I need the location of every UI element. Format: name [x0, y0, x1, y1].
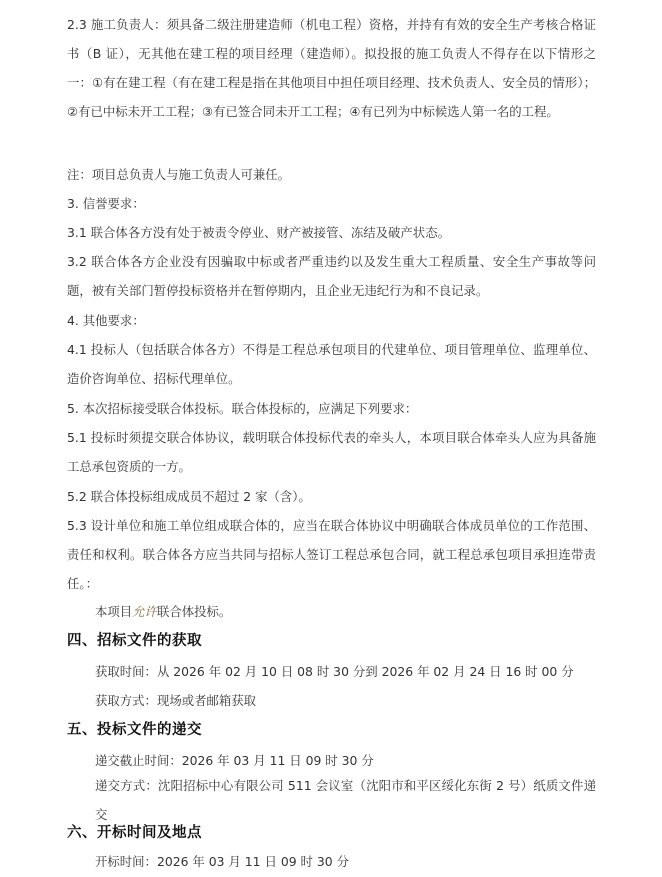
clause-4-1: 4.1 投标人（包括联合体各方）不得是工程总承包项目的代建单位、项目管理单位、监理单位、造价咨询单位、招标代理单位。 — [67, 342, 596, 386]
consortium-allowed: 允许 — [132, 604, 157, 619]
doc-acquisition-method: 获取方式：现场或者邮箱获取 — [95, 693, 257, 708]
clause-3-credit-heading: 3. 信誉要求： — [67, 196, 145, 211]
section-5-heading: 五、投标文件的递交 — [67, 722, 202, 738]
bid-opening-time: 开标时间：2026 年 03 月 11 日 09 时 30 分 — [95, 854, 349, 869]
clause-5-1: 5.1 投标时须提交联合体协议，载明联合体投标代表的牵头人，本项目联合体牵头人应为具备施工总承包资质的一方。 — [67, 430, 596, 474]
clause-3-1: 3.1 联合体各方没有处于被责令停业、财产被接管、冻结及破产状态。 — [67, 225, 450, 240]
consortium-prefix: 本项目 — [95, 604, 133, 619]
clause-5-2: 5.2 联合体投标组成成员不超过 2 家（含）。 — [67, 489, 311, 504]
section-6-heading: 六、开标时间及地点 — [67, 825, 202, 841]
submission-deadline: 递交截止时间：2026 年 03 月 11 日 09 时 30 分 — [95, 753, 374, 768]
clause-3-2: 3.2 联合体各方企业没有因骗取中标或者严重违约以及发生重大工程质量、安全生产事故等问题，被有关部门暂停投标资格并在暂停期内，且企业无违纪行为和不良记录。 — [67, 254, 596, 298]
section-4-heading: 四、招标文件的获取 — [67, 633, 202, 649]
note-concurrent-roles: 注：项目总负责人与施工负责人可兼任。 — [67, 167, 291, 182]
consortium-statement — [95, 597, 596, 626]
clause-4-other-heading: 4. 其他要求： — [67, 313, 145, 328]
clause-5-consortium: 5. 本次招标接受联合体投标。联合体投标的，应满足下列要求： — [67, 401, 418, 416]
consortium-suffix: 联合体投标。 — [156, 604, 232, 619]
clause-5-3: 5.3 设计单位和施工单位组成联合体的，应当在联合体协议中明确联合体成员单位的工作范围、责任和权利。联合体各方应当共同与招标人签订工程总承包合同，就工程总承包项目承担连带责任。： — [67, 518, 596, 591]
clause-2-3-construction-lead: 2.3 施工负责人：须具备二级注册建造师（机电工程）资格，并持有有效的安全生产考核合格证书（B 证），无其他在建工程的项目经理（建造师）。拟投报的施工负责人不得存在以下情形之一：①有在建工程（有在建工程是指在其他项目中担任项目经理、技术负责人、安全员的情形）；②有已中标未开工工程；③有已签合同未开工工程；④有已列为中标候选人第一名的工程。 — [67, 17, 596, 119]
submission-method: 递交方式：沈阳招标中心有限公司 511 会议室（沈阳市和平区绥化东街 2 号）纸质文件递交 — [95, 778, 596, 822]
doc-acquisition-time: 获取时间：从 2026 年 02 月 10 日 08 时 30 分到 2026 年 02 月 24 日 16 时 00 分 — [95, 664, 574, 679]
